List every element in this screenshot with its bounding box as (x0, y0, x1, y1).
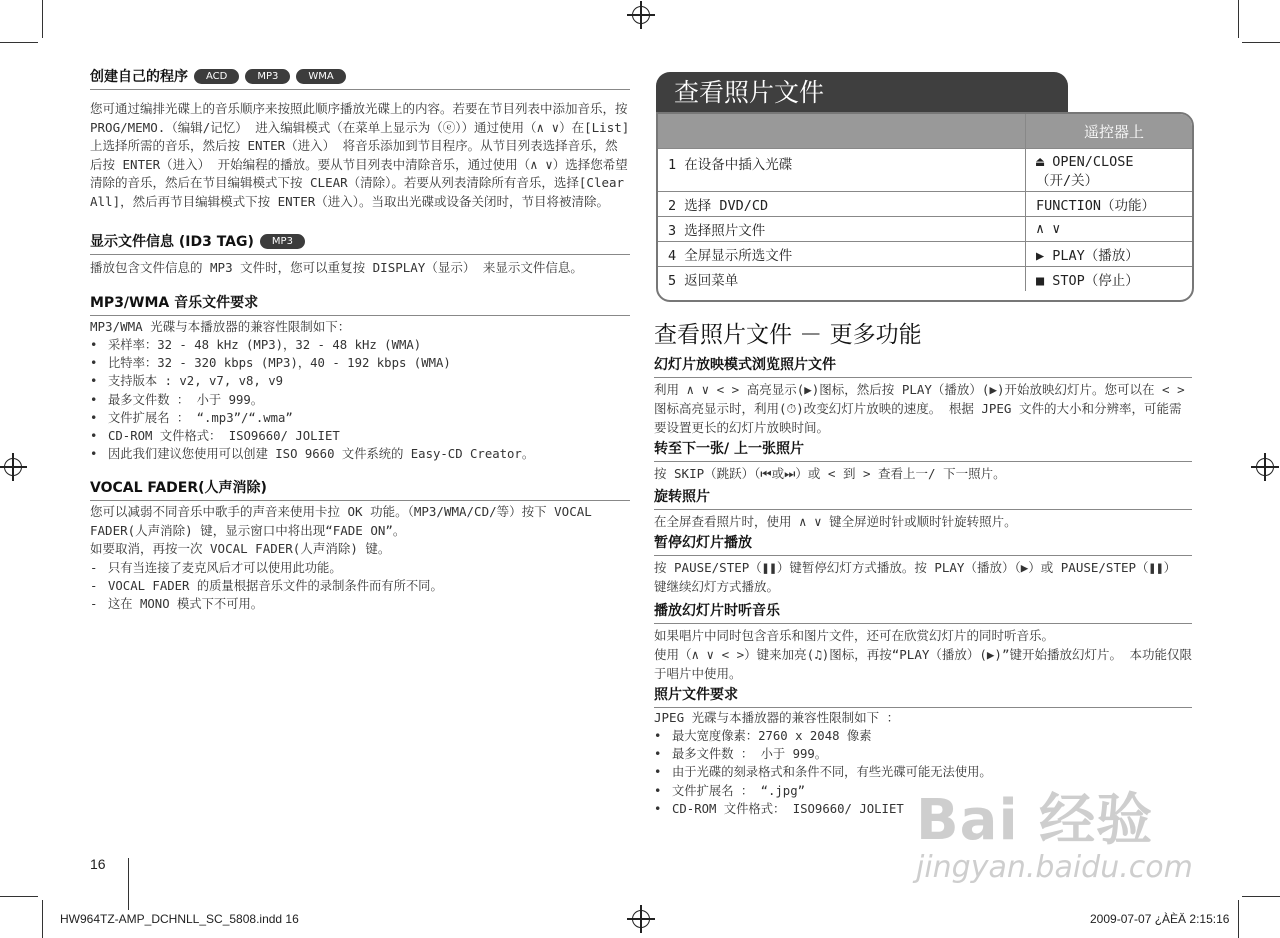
section-body: 在全屏查看照片时，使用 ∧ ∨ 键全屏逆时针或顺时针旋转照片。 (654, 514, 1017, 529)
list-item: • 因此我们建议您使用可以创建 ISO 9660 文件系统的 Easy-CD Creator。 (90, 445, 630, 463)
watermark-text: Bai 经验 (916, 788, 1154, 853)
crop-mark (1242, 42, 1280, 43)
list-item: - 这在 MONO 模式下不可用。 (90, 595, 630, 613)
registration-mark-icon (632, 910, 650, 928)
table-row (658, 149, 1192, 192)
list-item: • 文件扩展名 ： “.mp3”/“.wma” (90, 409, 630, 427)
mp3-req-list (90, 336, 630, 463)
program-body: 您可通过编排光碟上的音乐顺序来按照此顺序播放光碟上的内容。若要在节目列表中添加音乐，按 PROG/MEMO.（编辑/记忆） 进入编辑模式（在菜单上显示为（ⓔ））通过使用（∧ ∨）在[List]上选择所需的音乐，然后按 ENTER（进入） 将音乐添加到节目程序。从节目列表选择音乐，然后按 ENTER（进入） 开始编程的播放。要从节目列表中清除音乐，通过使用（∧ ∨）选择您希望清除的音乐，然后在节目编辑模式下按 CLEAR（清除）。若要从列表清除所有音乐，选择[Clear All]，然后再节目编辑模式下按 ENTER（进入）。当取出光碟或设备关闭时，节目将被清除。 (90, 101, 630, 209)
section-heading-vocal-fader (90, 477, 630, 501)
list-item: • CD-ROM 文件格式： ISO9660/ JOLIET (654, 800, 1192, 818)
section-next-prev (654, 438, 1192, 483)
steps-table (656, 112, 1194, 302)
section-heading: 转至下一张/ 上一张照片 (654, 438, 1192, 462)
mp3-req-intro: MP3/WMA 光碟与本播放器的兼容性限制如下： (90, 318, 351, 334)
section-heading: 播放幻灯片时听音乐 (654, 600, 1192, 624)
watermark-url: jingyan.baidu.com (916, 850, 1193, 885)
table-row (658, 242, 1192, 267)
section-body: 利用 ∧ ∨ < > 高亮显示(▶)图标，然后按 PLAY（播放）(▶)开始放映幻灯片。您可以在 < > 图标高亮显示时，利用(⏱)改变幻灯片放映的速度。 根据 JPEG 文件的大小和分辨率，可能需要设置更长的幻灯片放映时间。 (654, 382, 1185, 435)
section-rotate (654, 486, 1192, 531)
badge-wma: WMA (296, 69, 345, 84)
crop-mark (42, 0, 43, 38)
section-music (654, 600, 1192, 683)
section-body: 如果唱片中同时包含音乐和图片文件，还可在欣赏幻灯片的同时听音乐。 (654, 628, 1055, 643)
badge-mp3: MP3 (245, 69, 290, 84)
table-row (658, 267, 1192, 292)
more-functions-title: 查看照片文件 － 更多功能 (654, 322, 922, 348)
left-column (90, 66, 630, 614)
list-item: • 最多文件数 ： 小于 999。 (654, 745, 1192, 763)
badge-acd: ACD (194, 69, 239, 84)
step-cell: 4 全屏显示所选文件 (658, 242, 1026, 267)
key-cell (1026, 149, 1193, 192)
heading-text: VOCAL FADER(人声消除) (90, 480, 267, 497)
vocal-fader-body: 您可以减弱不同音乐中歌手的声音来使用卡拉 OK 功能。（MP3/WMA/CD/等）按下 VOCAL FADER(人声消除) 键，显示窗口中将出现“FADE ON”。 (90, 504, 592, 538)
list-item: • 文件扩展名 ： “.jpg” (654, 782, 1192, 800)
registration-mark-icon (632, 6, 650, 24)
table-row (658, 192, 1192, 217)
crop-mark (1242, 896, 1280, 897)
table-header-remote: 遥控器上 (1026, 114, 1193, 149)
table-header-cell (658, 114, 1026, 149)
key-text: ⏏ OPEN/CLOSE (1036, 154, 1134, 170)
list-item: • 比特率：32 - 320 kbps (MP3)，40 - 192 kbps (WMA) (90, 354, 630, 372)
crop-mark (42, 900, 43, 938)
section-body: JPEG 光碟与本播放器的兼容性限制如下 ： (654, 710, 900, 725)
page-number: 16 (90, 856, 106, 872)
list-item: • 最大宽度像素：2760 x 2048 像素 (654, 727, 1192, 745)
key-cell: ■ STOP（停止） (1026, 267, 1193, 292)
key-cell: ∧ ∨ (1026, 217, 1193, 242)
section-body2: 使用（∧ ∨ < >）键来加亮(♫)图标，再按“PLAY（播放）(▶)”键开始播放幻灯片。 本功能仅限于唱片中使用。 (654, 647, 1193, 681)
page-title: 查看照片文件 (656, 72, 1068, 114)
key-text: （开/关） (1036, 173, 1099, 189)
registration-mark-icon (4, 458, 22, 476)
vocal-fader-body2: 如要取消，再按一次 VOCAL FADER(人声消除) 键。 (90, 541, 391, 557)
section-body: 按 PAUSE/STEP（❚❚）键暂停幻灯方式播放。按 PLAY（播放）（▶）或 PAUSE/STEP（❚❚） 键继续幻灯方式播放。 (654, 560, 1177, 594)
watermark-logo (916, 776, 1193, 885)
list-item: • 最多文件数 ： 小于 999。 (90, 391, 630, 409)
list-item: • 采样率：32 - 48 kHz (MP3)，32 - 48 kHz (WMA) (90, 336, 630, 354)
badge-mp3: MP3 (260, 234, 305, 249)
table-row (658, 217, 1192, 242)
section-slideshow (654, 354, 1192, 437)
section-pause (654, 532, 1192, 596)
step-cell: 5 返回菜单 (668, 273, 739, 289)
key-cell: ▶ PLAY（播放） (1026, 242, 1193, 267)
crop-mark (1238, 0, 1239, 38)
heading-text: 创建自己的程序 (90, 69, 188, 85)
crop-mark (1238, 900, 1239, 938)
section-heading-program (90, 66, 630, 90)
heading-text: 显示文件信息 (ID3 TAG) (90, 234, 254, 250)
footer-timestamp: 2009-07-07 ¿ÀÈÄ 2:15:16 (1090, 912, 1230, 926)
crop-mark (0, 896, 38, 897)
vocal-fader-notes (90, 559, 630, 614)
section-heading: 旋转照片 (654, 486, 1192, 510)
section-body: 按 SKIP（跳跃）（⏮或⏭）或 < 到 > 查看上一/ 下一照片。 (654, 466, 1006, 481)
crop-mark (0, 42, 38, 43)
section-heading-mp3-req (90, 292, 630, 316)
step-cell: 1 在设备中插入光碟 (658, 149, 1026, 192)
heading-text: MP3/WMA 音乐文件要求 (90, 294, 259, 311)
list-item: • 支持版本 : v2, v7, v8, v9 (90, 372, 630, 390)
registration-mark-icon (1256, 458, 1274, 476)
list-item: • CD-ROM 文件格式： ISO9660/ JOLIET (90, 427, 630, 445)
section-heading: 幻灯片放映模式浏览照片文件 (654, 354, 1192, 378)
list-item: - VOCAL FADER 的质量根据音乐文件的录制条件而有所不同。 (90, 577, 630, 595)
gutter-line (128, 858, 129, 910)
section-heading: 照片文件要求 (654, 684, 1192, 708)
section-heading-id3 (90, 231, 630, 255)
key-cell: FUNCTION（功能） (1026, 192, 1193, 217)
list-item: - 只有当连接了麦克风后才可以使用此功能。 (90, 559, 630, 577)
id3-body: 播放包含文件信息的 MP3 文件时，您可以重复按 DISPLAY（显示） 来显示文件信息。 (90, 260, 583, 275)
step-cell: 2 选择 DVD/CD (658, 192, 1026, 217)
list-item: • 由于光碟的刻录格式和条件不同，有些光碟可能无法使用。 (654, 763, 1192, 781)
footer-file-info: HW964TZ-AMP_DCHNLL_SC_5808.indd 16 (60, 912, 299, 926)
step-cell: 3 选择照片文件 (658, 217, 1026, 242)
section-heading: 暂停幻灯片播放 (654, 532, 1192, 556)
table-header-row (658, 114, 1192, 149)
